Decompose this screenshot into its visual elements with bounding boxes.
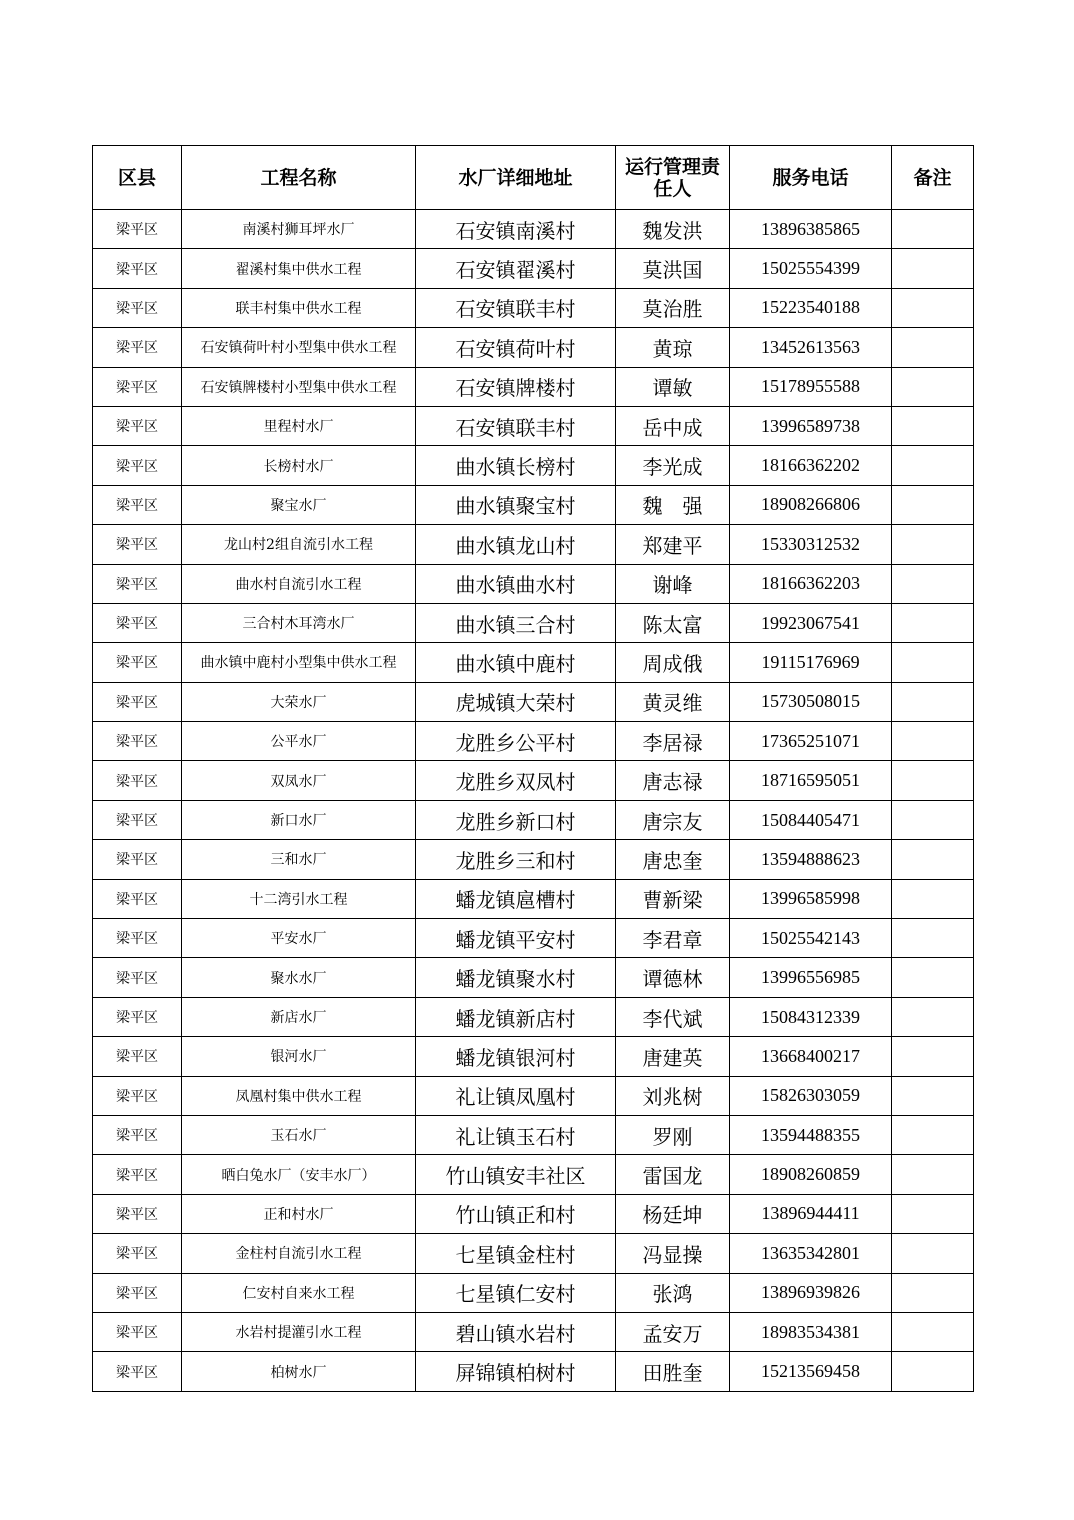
cell-county: 梁平区 [93, 722, 182, 761]
cell-plant-address: 石安镇南溪村 [416, 210, 616, 249]
cell-plant-address: 曲水镇聚宝村 [416, 485, 616, 524]
cell-service-phone: 15730508015 [730, 682, 892, 721]
cell-responsible-person: 田胜奎 [616, 1352, 730, 1391]
table-row [93, 446, 974, 485]
cell-project-name: 南溪村狮耳坪水厂 [182, 210, 416, 249]
cell-service-phone: 13668400217 [730, 1037, 892, 1076]
cell-project-name: 曲水镇中鹿村小型集中供水工程 [182, 643, 416, 682]
cell-service-phone: 15178955588 [730, 367, 892, 406]
cell-responsible-person: 郑建平 [616, 525, 730, 564]
cell-county: 梁平区 [93, 603, 182, 642]
cell-service-phone: 18716595051 [730, 761, 892, 800]
cell-remark [892, 840, 974, 879]
cell-plant-address: 屏锦镇柏树村 [416, 1352, 616, 1391]
cell-remark [892, 997, 974, 1036]
cell-service-phone: 15025542143 [730, 919, 892, 958]
cell-county: 梁平区 [93, 997, 182, 1036]
cell-plant-address: 石安镇荷叶村 [416, 328, 616, 367]
cell-responsible-person: 唐志禄 [616, 761, 730, 800]
cell-plant-address: 石安镇牌楼村 [416, 367, 616, 406]
cell-plant-address: 龙胜乡新口村 [416, 800, 616, 839]
cell-remark [892, 210, 974, 249]
cell-plant-address: 蟠龙镇聚水村 [416, 958, 616, 997]
cell-project-name: 石安镇荷叶村小型集中供水工程 [182, 328, 416, 367]
cell-county: 梁平区 [93, 1194, 182, 1233]
cell-remark [892, 1155, 974, 1194]
cell-project-name: 三和水厂 [182, 840, 416, 879]
cell-plant-address: 石安镇翟溪村 [416, 249, 616, 288]
cell-service-phone: 18908266806 [730, 485, 892, 524]
cell-project-name: 新口水厂 [182, 800, 416, 839]
cell-plant-address: 七星镇仁安村 [416, 1273, 616, 1312]
cell-responsible-person: 黄琼 [616, 328, 730, 367]
cell-project-name: 新店水厂 [182, 997, 416, 1036]
cell-responsible-person: 冯显操 [616, 1234, 730, 1273]
table-row [93, 722, 974, 761]
cell-county: 梁平区 [93, 682, 182, 721]
cell-remark [892, 919, 974, 958]
cell-service-phone: 15826303059 [730, 1076, 892, 1115]
cell-project-name: 联丰村集中供水工程 [182, 288, 416, 327]
cell-project-name: 柏树水厂 [182, 1352, 416, 1391]
header-plant-address: 水厂详细地址 [416, 146, 616, 210]
cell-responsible-person: 李代斌 [616, 997, 730, 1036]
cell-remark [892, 446, 974, 485]
table-row [93, 919, 974, 958]
header-remark: 备注 [892, 146, 974, 210]
cell-county: 梁平区 [93, 1273, 182, 1312]
cell-county: 梁平区 [93, 485, 182, 524]
cell-project-name: 十二湾引水工程 [182, 879, 416, 918]
table-body [93, 210, 974, 1392]
cell-project-name: 翟溪村集中供水工程 [182, 249, 416, 288]
cell-county: 梁平区 [93, 958, 182, 997]
cell-service-phone: 13896944411 [730, 1194, 892, 1233]
cell-responsible-person: 罗刚 [616, 1115, 730, 1154]
table-row [93, 485, 974, 524]
cell-project-name: 里程村水厂 [182, 406, 416, 445]
cell-project-name: 仁安村自来水工程 [182, 1273, 416, 1312]
cell-project-name: 金柱村自流引水工程 [182, 1234, 416, 1273]
cell-remark [892, 879, 974, 918]
cell-county: 梁平区 [93, 919, 182, 958]
table-row [93, 564, 974, 603]
cell-responsible-person: 李君章 [616, 919, 730, 958]
cell-remark [892, 1076, 974, 1115]
cell-county: 梁平区 [93, 525, 182, 564]
cell-county: 梁平区 [93, 328, 182, 367]
cell-responsible-person: 魏 强 [616, 485, 730, 524]
cell-project-name: 银河水厂 [182, 1037, 416, 1076]
cell-service-phone: 13635342801 [730, 1234, 892, 1273]
table-row [93, 328, 974, 367]
cell-plant-address: 石安镇联丰村 [416, 288, 616, 327]
cell-plant-address: 七星镇金柱村 [416, 1234, 616, 1273]
cell-county: 梁平区 [93, 210, 182, 249]
cell-plant-address: 礼让镇玉石村 [416, 1115, 616, 1154]
cell-responsible-person: 谢峰 [616, 564, 730, 603]
cell-plant-address: 蟠龙镇平安村 [416, 919, 616, 958]
cell-county: 梁平区 [93, 288, 182, 327]
cell-remark [892, 1352, 974, 1391]
cell-responsible-person: 谭德林 [616, 958, 730, 997]
table-row [93, 1076, 974, 1115]
cell-responsible-person: 黄灵维 [616, 682, 730, 721]
cell-county: 梁平区 [93, 1037, 182, 1076]
cell-remark [892, 800, 974, 839]
cell-responsible-person: 杨廷坤 [616, 1194, 730, 1233]
cell-responsible-person: 莫洪国 [616, 249, 730, 288]
water-plant-table [92, 145, 974, 1392]
cell-responsible-person: 孟安万 [616, 1312, 730, 1351]
cell-responsible-person: 陈太富 [616, 603, 730, 642]
table-row [93, 1194, 974, 1233]
cell-county: 梁平区 [93, 406, 182, 445]
table-row [93, 800, 974, 839]
cell-county: 梁平区 [93, 1155, 182, 1194]
cell-county: 梁平区 [93, 1234, 182, 1273]
table-row [93, 682, 974, 721]
cell-county: 梁平区 [93, 367, 182, 406]
cell-plant-address: 龙胜乡三和村 [416, 840, 616, 879]
cell-remark [892, 249, 974, 288]
table-row [93, 525, 974, 564]
cell-county: 梁平区 [93, 564, 182, 603]
cell-plant-address: 竹山镇正和村 [416, 1194, 616, 1233]
cell-service-phone: 17365251071 [730, 722, 892, 761]
table-row [93, 1312, 974, 1351]
table-row [93, 406, 974, 445]
table-row [93, 643, 974, 682]
table-row [93, 1115, 974, 1154]
cell-service-phone: 18166362202 [730, 446, 892, 485]
table-row [93, 879, 974, 918]
cell-plant-address: 虎城镇大荣村 [416, 682, 616, 721]
cell-project-name: 大荣水厂 [182, 682, 416, 721]
cell-project-name: 玉石水厂 [182, 1115, 416, 1154]
cell-remark [892, 1115, 974, 1154]
cell-remark [892, 682, 974, 721]
cell-project-name: 龙山村2组自流引水工程 [182, 525, 416, 564]
cell-service-phone: 19923067541 [730, 603, 892, 642]
table-row [93, 958, 974, 997]
cell-responsible-person: 唐宗友 [616, 800, 730, 839]
cell-service-phone: 13594488355 [730, 1115, 892, 1154]
cell-responsible-person: 张鸿 [616, 1273, 730, 1312]
cell-county: 梁平区 [93, 800, 182, 839]
cell-plant-address: 礼让镇凤凰村 [416, 1076, 616, 1115]
cell-service-phone: 15330312532 [730, 525, 892, 564]
cell-project-name: 聚宝水厂 [182, 485, 416, 524]
cell-county: 梁平区 [93, 1312, 182, 1351]
table-header-row [93, 146, 974, 210]
cell-county: 梁平区 [93, 446, 182, 485]
cell-plant-address: 龙胜乡公平村 [416, 722, 616, 761]
cell-plant-address: 曲水镇龙山村 [416, 525, 616, 564]
cell-project-name: 三合村木耳湾水厂 [182, 603, 416, 642]
cell-remark [892, 328, 974, 367]
table-row [93, 1273, 974, 1312]
table-row [93, 210, 974, 249]
cell-responsible-person: 周成俄 [616, 643, 730, 682]
cell-plant-address: 曲水镇曲水村 [416, 564, 616, 603]
table-row [93, 367, 974, 406]
cell-county: 梁平区 [93, 761, 182, 800]
cell-remark [892, 288, 974, 327]
cell-project-name: 水岩村提灌引水工程 [182, 1312, 416, 1351]
cell-project-name: 聚水水厂 [182, 958, 416, 997]
cell-responsible-person: 曹新梁 [616, 879, 730, 918]
cell-remark [892, 485, 974, 524]
cell-project-name: 公平水厂 [182, 722, 416, 761]
cell-service-phone: 15025554399 [730, 249, 892, 288]
cell-remark [892, 1037, 974, 1076]
cell-service-phone: 15084312339 [730, 997, 892, 1036]
cell-plant-address: 龙胜乡双凤村 [416, 761, 616, 800]
cell-plant-address: 曲水镇三合村 [416, 603, 616, 642]
table-row [93, 761, 974, 800]
header-service-phone: 服务电话 [730, 146, 892, 210]
cell-project-name: 平安水厂 [182, 919, 416, 958]
cell-service-phone: 13996556985 [730, 958, 892, 997]
table-row [93, 1234, 974, 1273]
cell-county: 梁平区 [93, 1115, 182, 1154]
header-responsible-person: 运行管理责任人 [616, 146, 730, 210]
cell-remark [892, 367, 974, 406]
cell-plant-address: 曲水镇长榜村 [416, 446, 616, 485]
cell-service-phone: 13996585998 [730, 879, 892, 918]
cell-responsible-person: 莫治胜 [616, 288, 730, 327]
table-row [93, 1037, 974, 1076]
cell-plant-address: 碧山镇水岩村 [416, 1312, 616, 1351]
table-row [93, 840, 974, 879]
cell-project-name: 晒白兔水厂（安丰水厂） [182, 1155, 416, 1194]
header-county: 区县 [93, 146, 182, 210]
cell-service-phone: 15223540188 [730, 288, 892, 327]
cell-service-phone: 18166362203 [730, 564, 892, 603]
cell-service-phone: 13594888623 [730, 840, 892, 879]
table-row [93, 1352, 974, 1391]
header-project-name: 工程名称 [182, 146, 416, 210]
table-row [93, 603, 974, 642]
cell-remark [892, 1312, 974, 1351]
cell-responsible-person: 雷国龙 [616, 1155, 730, 1194]
cell-service-phone: 13452613563 [730, 328, 892, 367]
cell-plant-address: 曲水镇中鹿村 [416, 643, 616, 682]
cell-remark [892, 1194, 974, 1233]
cell-responsible-person: 唐忠奎 [616, 840, 730, 879]
cell-project-name: 石安镇牌楼村小型集中供水工程 [182, 367, 416, 406]
cell-project-name: 长榜村水厂 [182, 446, 416, 485]
cell-plant-address: 蟠龙镇银河村 [416, 1037, 616, 1076]
cell-service-phone: 13896385865 [730, 210, 892, 249]
cell-responsible-person: 李居禄 [616, 722, 730, 761]
cell-project-name: 正和村水厂 [182, 1194, 416, 1233]
cell-remark [892, 525, 974, 564]
cell-remark [892, 643, 974, 682]
cell-service-phone: 13996589738 [730, 406, 892, 445]
cell-county: 梁平区 [93, 840, 182, 879]
cell-responsible-person: 刘兆树 [616, 1076, 730, 1115]
cell-remark [892, 1234, 974, 1273]
cell-service-phone: 13896939826 [730, 1273, 892, 1312]
table-row [93, 288, 974, 327]
cell-service-phone: 18983534381 [730, 1312, 892, 1351]
cell-remark [892, 406, 974, 445]
cell-service-phone: 15084405471 [730, 800, 892, 839]
cell-remark [892, 761, 974, 800]
table-row [93, 997, 974, 1036]
cell-project-name: 凤凰村集中供水工程 [182, 1076, 416, 1115]
cell-county: 梁平区 [93, 1352, 182, 1391]
cell-service-phone: 15213569458 [730, 1352, 892, 1391]
cell-plant-address: 竹山镇安丰社区 [416, 1155, 616, 1194]
cell-project-name: 双凤水厂 [182, 761, 416, 800]
cell-county: 梁平区 [93, 643, 182, 682]
cell-plant-address: 石安镇联丰村 [416, 406, 616, 445]
cell-remark [892, 722, 974, 761]
cell-remark [892, 1273, 974, 1312]
cell-remark [892, 603, 974, 642]
cell-responsible-person: 岳中成 [616, 406, 730, 445]
cell-project-name: 曲水村自流引水工程 [182, 564, 416, 603]
cell-service-phone: 18908260859 [730, 1155, 892, 1194]
cell-responsible-person: 唐建英 [616, 1037, 730, 1076]
cell-plant-address: 蟠龙镇新店村 [416, 997, 616, 1036]
table-row [93, 1155, 974, 1194]
cell-responsible-person: 魏发洪 [616, 210, 730, 249]
cell-county: 梁平区 [93, 1076, 182, 1115]
cell-county: 梁平区 [93, 249, 182, 288]
cell-county: 梁平区 [93, 879, 182, 918]
cell-responsible-person: 李光成 [616, 446, 730, 485]
table-row [93, 249, 974, 288]
cell-service-phone: 19115176969 [730, 643, 892, 682]
cell-responsible-person: 谭敏 [616, 367, 730, 406]
cell-remark [892, 564, 974, 603]
cell-remark [892, 958, 974, 997]
cell-plant-address: 蟠龙镇扈槽村 [416, 879, 616, 918]
